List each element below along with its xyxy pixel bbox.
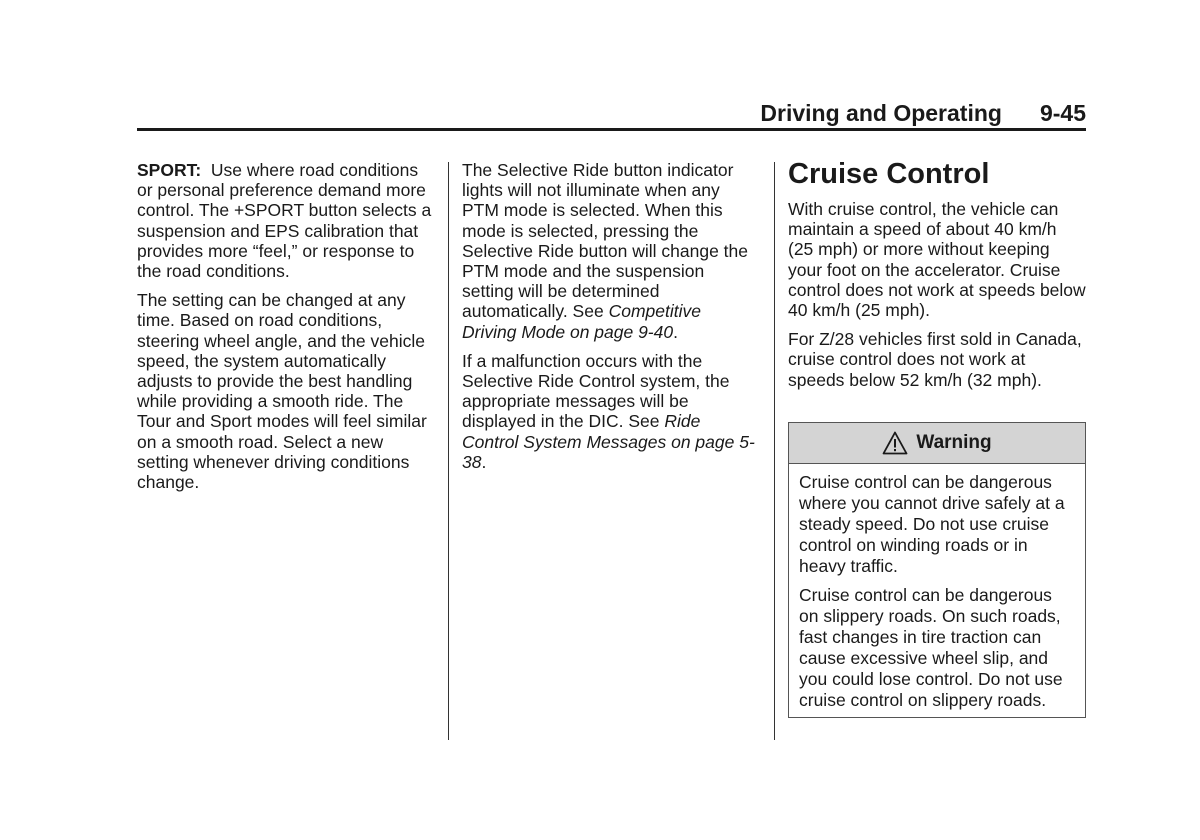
column-divider-left — [448, 162, 449, 740]
warning-header — [789, 423, 1085, 464]
malfunction-text: If a malfunction occurs with the Selective Ride Control system, the appropriate messages will be displayed in the DIC. See — [462, 350, 730, 432]
warning-body — [789, 464, 1085, 711]
sport-paragraph — [137, 160, 437, 281]
warning-paragraph-2: Cruise control can be dangerous on slippery roads. On such roads, fast changes in tire traction can cause excessive wheel slip, and you could lose control. Do not use cruise control on slippery roads. — [799, 585, 1063, 710]
section-title: Cruise Control — [788, 158, 990, 190]
indicator-end: . — [673, 321, 678, 342]
page-number: 9-45 — [1039, 100, 1086, 126]
column-right — [788, 160, 1086, 399]
section-name: Driving and Operating — [760, 100, 1002, 126]
header-rule — [137, 128, 1086, 131]
warning-paragraph-1: Cruise control can be dangerous where you cannot drive safely at a steady speed. Do not use cruise control on winding roads or in heavy traffic. — [799, 472, 1065, 576]
cruise-paragraph-1: With cruise control, the vehicle can maintain a speed of about 40 km/h (25 mph) or more without keeping your foot on the accelerator. Cruise control does not work at speeds below 40 km/h (25 mph). — [788, 199, 1086, 321]
warning-title: Warning — [916, 432, 992, 453]
warning-box — [788, 422, 1086, 718]
warning-triangle-icon — [882, 431, 908, 455]
sport-label: SPORT: — [137, 160, 202, 180]
setting-paragraph: The setting can be changed at any time. Based on road conditions, steering wheel angle, and the vehicle speed, the system automatically adjusts to provide the best handling while providing a smooth ride. The Tour and Sport modes will feel similar on a smooth road. Select a new setting whenever driving conditions change. — [137, 290, 427, 493]
page-header — [137, 100, 1086, 130]
ride-control-messages-link[interactable]: Ride Control System Messages on page 5-38 — [462, 411, 755, 472]
indicator-paragraph — [462, 160, 760, 342]
malfunction-end: . — [481, 451, 487, 472]
competitive-driving-link[interactable]: Competitive Driving Mode on page 9-40 — [462, 301, 701, 342]
column-divider-right — [774, 162, 775, 740]
column-middle — [462, 160, 760, 481]
indicator-text: The Selective Ride button indicator lights will not illuminate when any PTM mode is selected. When this mode is selected, pressing the Selective Ride button will change the PTM mode and the suspension setting will be determined automatically. See — [462, 160, 749, 322]
cruise-paragraph-2: For Z/28 vehicles first sold in Canada, cruise control does not work at speeds below 52 km/h (32 mph). — [788, 329, 1082, 390]
sport-text: Use where road conditions or personal preference demand more control. The +SPORT button selects a suspension and EPS calibration that provides more “feel,” or response to the road conditions. — [137, 160, 432, 282]
malfunction-paragraph — [462, 351, 760, 472]
column-left — [137, 160, 437, 501]
